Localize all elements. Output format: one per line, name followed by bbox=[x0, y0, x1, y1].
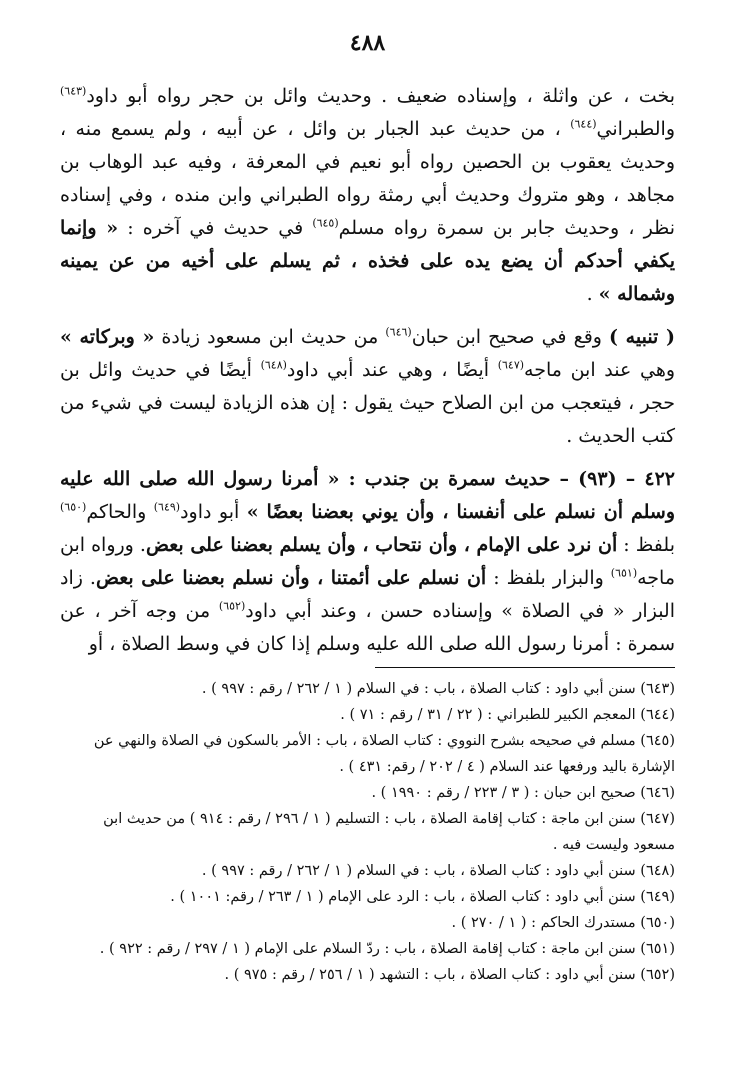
text-segment: والبزار بلفظ : bbox=[486, 567, 611, 589]
bold-text: ( تنبيه ) bbox=[609, 326, 675, 348]
bold-text: ٤٢٢ – (٩٣) – حديث سمرة بن جندب : « أمرنا رسول الله صلى الله عليه وسلم أن نسلم على أنفسنا ، وأن يوني بعضنا بعضًا » bbox=[60, 468, 676, 523]
footnote-ref: (٦٤٨) bbox=[260, 358, 287, 372]
footnote-ref: (٦٤٣) bbox=[60, 84, 87, 98]
text-segment: أيضًا في حديث وائل بن حجر ، فيتعجب من ابن الصلاح حيث يقول : إن هذه الزيادة ليست في شيء من كتب الحديث . bbox=[60, 359, 675, 447]
footnote-divider bbox=[375, 667, 675, 668]
text-segment: وقع في صحيح ابن حبان bbox=[411, 326, 610, 348]
text-segment: . bbox=[586, 283, 599, 305]
footnote: (٦٤٩) سنن أبي داود : كتاب الصلاة ، باب : الرد على الإمام ( ١ / ٢٦٣ / رقم: ١٠٠١ ) . bbox=[170, 889, 675, 905]
footnote: (٦٤٥) مسلم في صحيحه بشرح النووي : كتاب الصلاة ، باب : الأمر بالسكون في الصلاة والنهي عن الإشارة باليد ورفعها عند السلام ( ٤ / ٢٠٢ / رقم: ٤٣١ ) . bbox=[93, 733, 675, 775]
bold-text: « وبركاته » bbox=[60, 326, 155, 348]
footnote: (٦٤٦) صحيح ابن حبان : ( ٣ / ٢٢٣ / رقم : ١٩٩٠ ) . bbox=[371, 785, 675, 801]
text-segment: وهي عند ابن ماجه bbox=[524, 359, 676, 381]
footnote: (٦٥٠) مستدرك الحاكم : ( ١ / ٢٧٠ ) . bbox=[451, 915, 675, 931]
footnote-ref: (٦٤٦) bbox=[385, 325, 412, 339]
footnote: (٦٥١) سنن ابن ماجة : كتاب إقامة الصلاة ، باب : ردّ السلام على الإمام ( ١ / ٢٩٧ / رقم : ٩٢٢ ) . bbox=[99, 941, 675, 957]
text-segment: بخت ، عن واثلة ، وإسناده ضعيف . وحديث وائل بن حجر رواه أبو داود bbox=[86, 85, 675, 107]
footnote: (٦٤٣) سنن أبي داود : كتاب الصلاة ، باب : في السلام ( ١ / ٢٦٢ / رقم : ٩٩٧ ) . bbox=[201, 681, 675, 697]
text-segment: في حديث في آخره : bbox=[118, 217, 313, 239]
footnote-ref: (٦٥٢) bbox=[218, 599, 246, 613]
text-segment: . زاد البزار « في الصلاة » وإسناده حسن ، وعند أبي داود bbox=[60, 567, 675, 622]
text-segment: أيضًا ، وهي عند أبي داود bbox=[286, 359, 498, 381]
footnote-ref: (٦٤٩) bbox=[153, 500, 181, 514]
main-text bbox=[60, 80, 675, 661]
footnote: (٦٤٨) سنن أبي داود : كتاب الصلاة ، باب : في السلام ( ١ / ٢٦٢ / رقم : ٩٩٧ ) . bbox=[201, 863, 675, 879]
footnotes bbox=[60, 676, 675, 988]
text-segment: من وجه آخر ، عن سمرة : أمرنا رسول الله صلى الله عليه وسلم إذا كان في وسط الصلاة ، أو bbox=[60, 600, 675, 655]
text-segment: والحاكم bbox=[86, 501, 154, 523]
footnote-ref: (٦٤٥) bbox=[312, 216, 339, 230]
text-segment: ، من حديث عبد الجبار بن وائل ، عن أبيه ، ولم يسمع منه ، وحديث يعقوب بن الحصين رواه أبو نعيم في المعرفة ، وفيه عبد الوهاب بن مجاهد ، وهو متروك وحديث أبي رمثة رواه الطبراني وابن منده ، وفي إسناده نظر ، وحديث جابر بن سمرة رواه مسلم bbox=[60, 118, 675, 239]
footnote: (٦٤٧) سنن ابن ماجة : كتاب إقامة الصلاة ، باب : التسليم ( ١ / ٢٩٦ / رقم : ٩١٤ ) من حديث ابن مسعود وليست فيه . bbox=[103, 811, 675, 853]
paragraph bbox=[60, 80, 675, 311]
footnote-ref: (٦٤٤) bbox=[570, 117, 597, 131]
bold-text: أن نرد على الإمام ، وأن نتحاب ، وأن يسلم بعضنا على بعض bbox=[145, 534, 618, 556]
footnote-ref: (٦٥١) bbox=[610, 566, 638, 580]
text-segment: والطبراني bbox=[596, 118, 675, 140]
bold-text: « وإنما يكفي أحدكم أن يضع يده على فخذه ، ثم يسلم على أخيه من عن يمينه وشماله » bbox=[60, 217, 675, 305]
footnote-ref: (٦٥٠) bbox=[60, 500, 87, 514]
footnote-ref: (٦٤٧) bbox=[497, 358, 525, 372]
text-segment: بلفظ : bbox=[617, 534, 675, 556]
paragraph bbox=[60, 321, 675, 453]
text-segment: أبو داود bbox=[180, 501, 247, 523]
bold-text: أن نسلم على أئمتنا ، وأن نسلم بعضنا على بعض bbox=[95, 567, 487, 589]
text-segment: من حديث ابن مسعود زيادة bbox=[154, 326, 386, 348]
footnote: (٦٥٢) سنن أبي داود : كتاب الصلاة ، باب : التشهد ( ١ / ٢٥٦ / رقم : ٩٧٥ ) . bbox=[224, 967, 675, 983]
text-segment: . ورواه ابن ماجه bbox=[60, 534, 676, 589]
footnote: (٦٤٤) المعجم الكبير للطبراني : ( ٢٢ / ٣١ / رقم : ٧١ ) . bbox=[340, 707, 675, 723]
paragraph bbox=[60, 463, 675, 661]
page-number: ٤٨٨ bbox=[349, 30, 386, 56]
